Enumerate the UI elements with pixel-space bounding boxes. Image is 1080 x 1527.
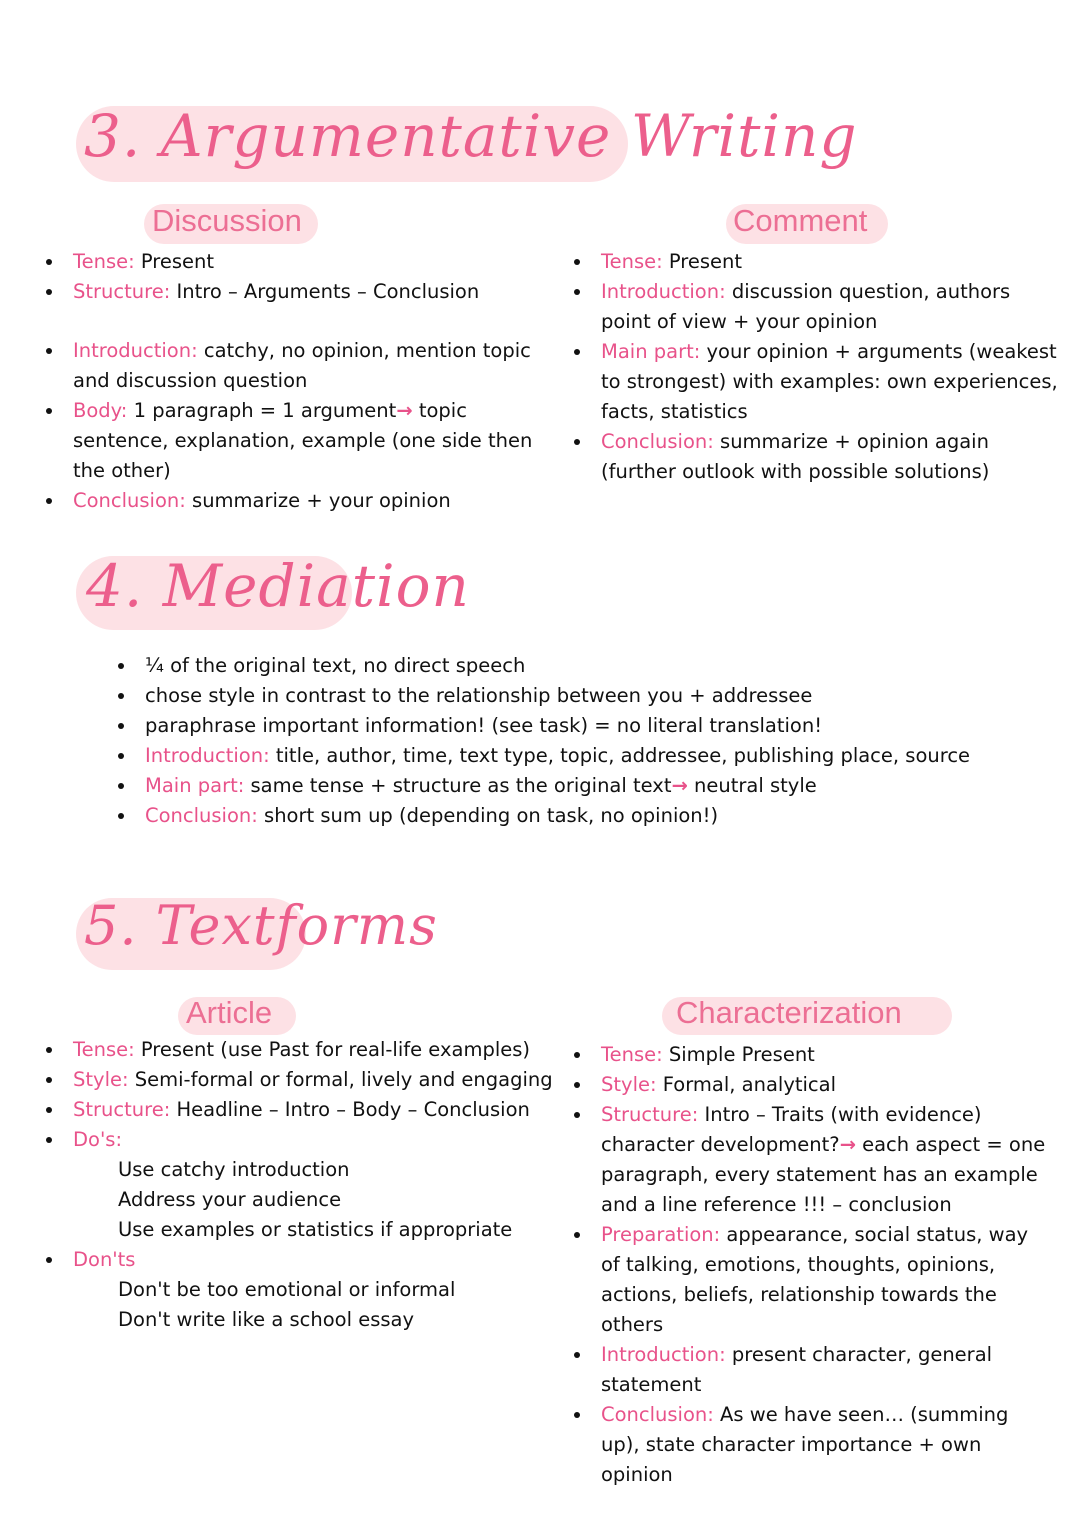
list-item [46,1065,566,1095]
item-text: Simple Present [662,1043,815,1066]
comment-list [574,247,1060,487]
list-item [46,1035,566,1065]
item-text: your opinion + arguments (weakest to strongest) with examples: own experiences, facts, statistics [601,340,1058,423]
item-label: Introduction: [601,1343,726,1366]
item-text: present character, general statement [601,1343,993,1396]
mediation-list [118,651,1038,831]
item-label: Main part: [601,340,701,363]
item-text-continued: each aspect = one paragraph, every statement has an example and a line reference !!! – conclusion [601,1133,1046,1216]
list-item [46,277,566,307]
comment-heading: Comment [733,203,868,238]
list-item [46,336,566,396]
item-text: appearance, social status, way of talking, emotions, thoughts, opinions, actions, beliefs, relationship towards the others [601,1223,1029,1336]
dos-item: Use catchy introduction [118,1158,350,1181]
item-text: Semi-formal or formal, lively and engaging [128,1068,553,1091]
dos-item: Use examples or statistics if appropriate [118,1218,513,1241]
list-item [574,277,1060,337]
item-text: Formal, analytical [656,1073,837,1096]
list-item [574,1040,1050,1070]
list-item [118,711,1038,741]
item-label: Structure: [73,280,171,303]
item-label: Introduction: [601,280,726,303]
item-label: Preparation: [601,1223,721,1246]
donts-item: Don't write like a school essay [118,1308,415,1331]
list-item [118,741,1038,771]
characterization-heading: Characterization [676,995,902,1030]
item-text: Present [662,250,743,273]
item-text: Headline – Intro – Body – Conclusion [170,1098,530,1121]
list-item [574,1100,1050,1220]
list-item [46,247,566,277]
item-label: Structure: [601,1103,699,1126]
item-text-continued: topic sentence, explanation, example (one side then the other) [73,399,533,482]
arrow-right-icon: → [396,399,413,422]
item-label: Introduction: [73,339,198,362]
item-label: Style: [73,1068,129,1091]
donts-label: Don'ts [73,1248,136,1271]
item-text: same tense + structure as the original text [244,774,672,797]
item-text: As we have seen… (summing up), state character importance + own opinion [601,1403,1009,1486]
item-label: Tense: [601,1043,663,1066]
arrow-right-icon: → [839,1133,856,1156]
item-label: Main part: [145,774,245,797]
item-text: 1 paragraph = 1 argument [127,399,397,422]
section-5-title: 5. Textforms [84,894,438,957]
item-label: Do's: [73,1128,123,1151]
list-item [46,1125,566,1155]
item-text: catchy, no opinion, mention topic and discussion question [73,339,531,392]
item-text: discussion question, authors point of view + your opinion [601,280,1011,333]
list-item [118,771,1038,801]
item-label: Style: [601,1073,657,1096]
list-item [118,651,1038,681]
item-label: Introduction: [145,744,270,767]
item-label: Structure: [73,1098,171,1121]
list-item [46,486,566,516]
item-label: Conclusion: [601,1403,714,1426]
section-3-title: 3. Argumentative Writing [84,102,858,170]
list-item [574,1070,1050,1100]
item-text: Present (use Past for real-life examples) [134,1038,531,1061]
section-4-title: 4. Mediation [86,552,470,620]
item-label: Conclusion: [601,430,714,453]
dos-item: Address your audience [118,1188,342,1211]
item-text: short sum up (depending on task, no opinion!) [257,804,719,827]
discussion-list [46,247,566,516]
list-item [46,1245,566,1275]
item-label: Tense: [73,250,135,273]
item-text: ¼ of the original text, no direct speech [145,654,526,677]
article-list [46,1035,566,1335]
list-item [118,681,1038,711]
item-text: summarize + opinion again (further outlook with possible solutions) [601,430,990,483]
item-label: Body: [73,399,128,422]
item-label: Tense: [601,250,663,273]
item-label: Tense: [73,1038,135,1061]
list-item [574,1340,1050,1400]
item-text: title, author, time, text type, topic, addressee, publishing place, source [269,744,971,767]
list-item [574,1400,1050,1490]
list-item [46,1095,566,1125]
article-heading: Article [186,995,273,1030]
characterization-list [574,1040,1050,1490]
list-item [574,1220,1050,1340]
item-label: Conclusion: [73,489,186,512]
item-text: Present [134,250,215,273]
donts-item: Don't be too emotional or informal [118,1278,456,1301]
list-item [118,801,1038,831]
item-text: Intro – Traits (with evidence) character development? [601,1103,982,1156]
item-label: Conclusion: [145,804,258,827]
item-text: chose style in contrast to the relationship between you + addressee [145,684,813,707]
list-item [574,337,1060,427]
item-text: summarize + your opinion [185,489,451,512]
list-item [574,247,1060,277]
discussion-heading: Discussion [152,203,302,238]
arrow-right-icon: → [671,774,688,797]
item-text: Intro – Arguments – Conclusion [170,280,480,303]
list-item [574,427,1060,487]
item-text: paraphrase important information! (see task) = no literal translation! [145,714,823,737]
list-item [46,396,566,486]
item-text-continued: neutral style [687,774,817,797]
